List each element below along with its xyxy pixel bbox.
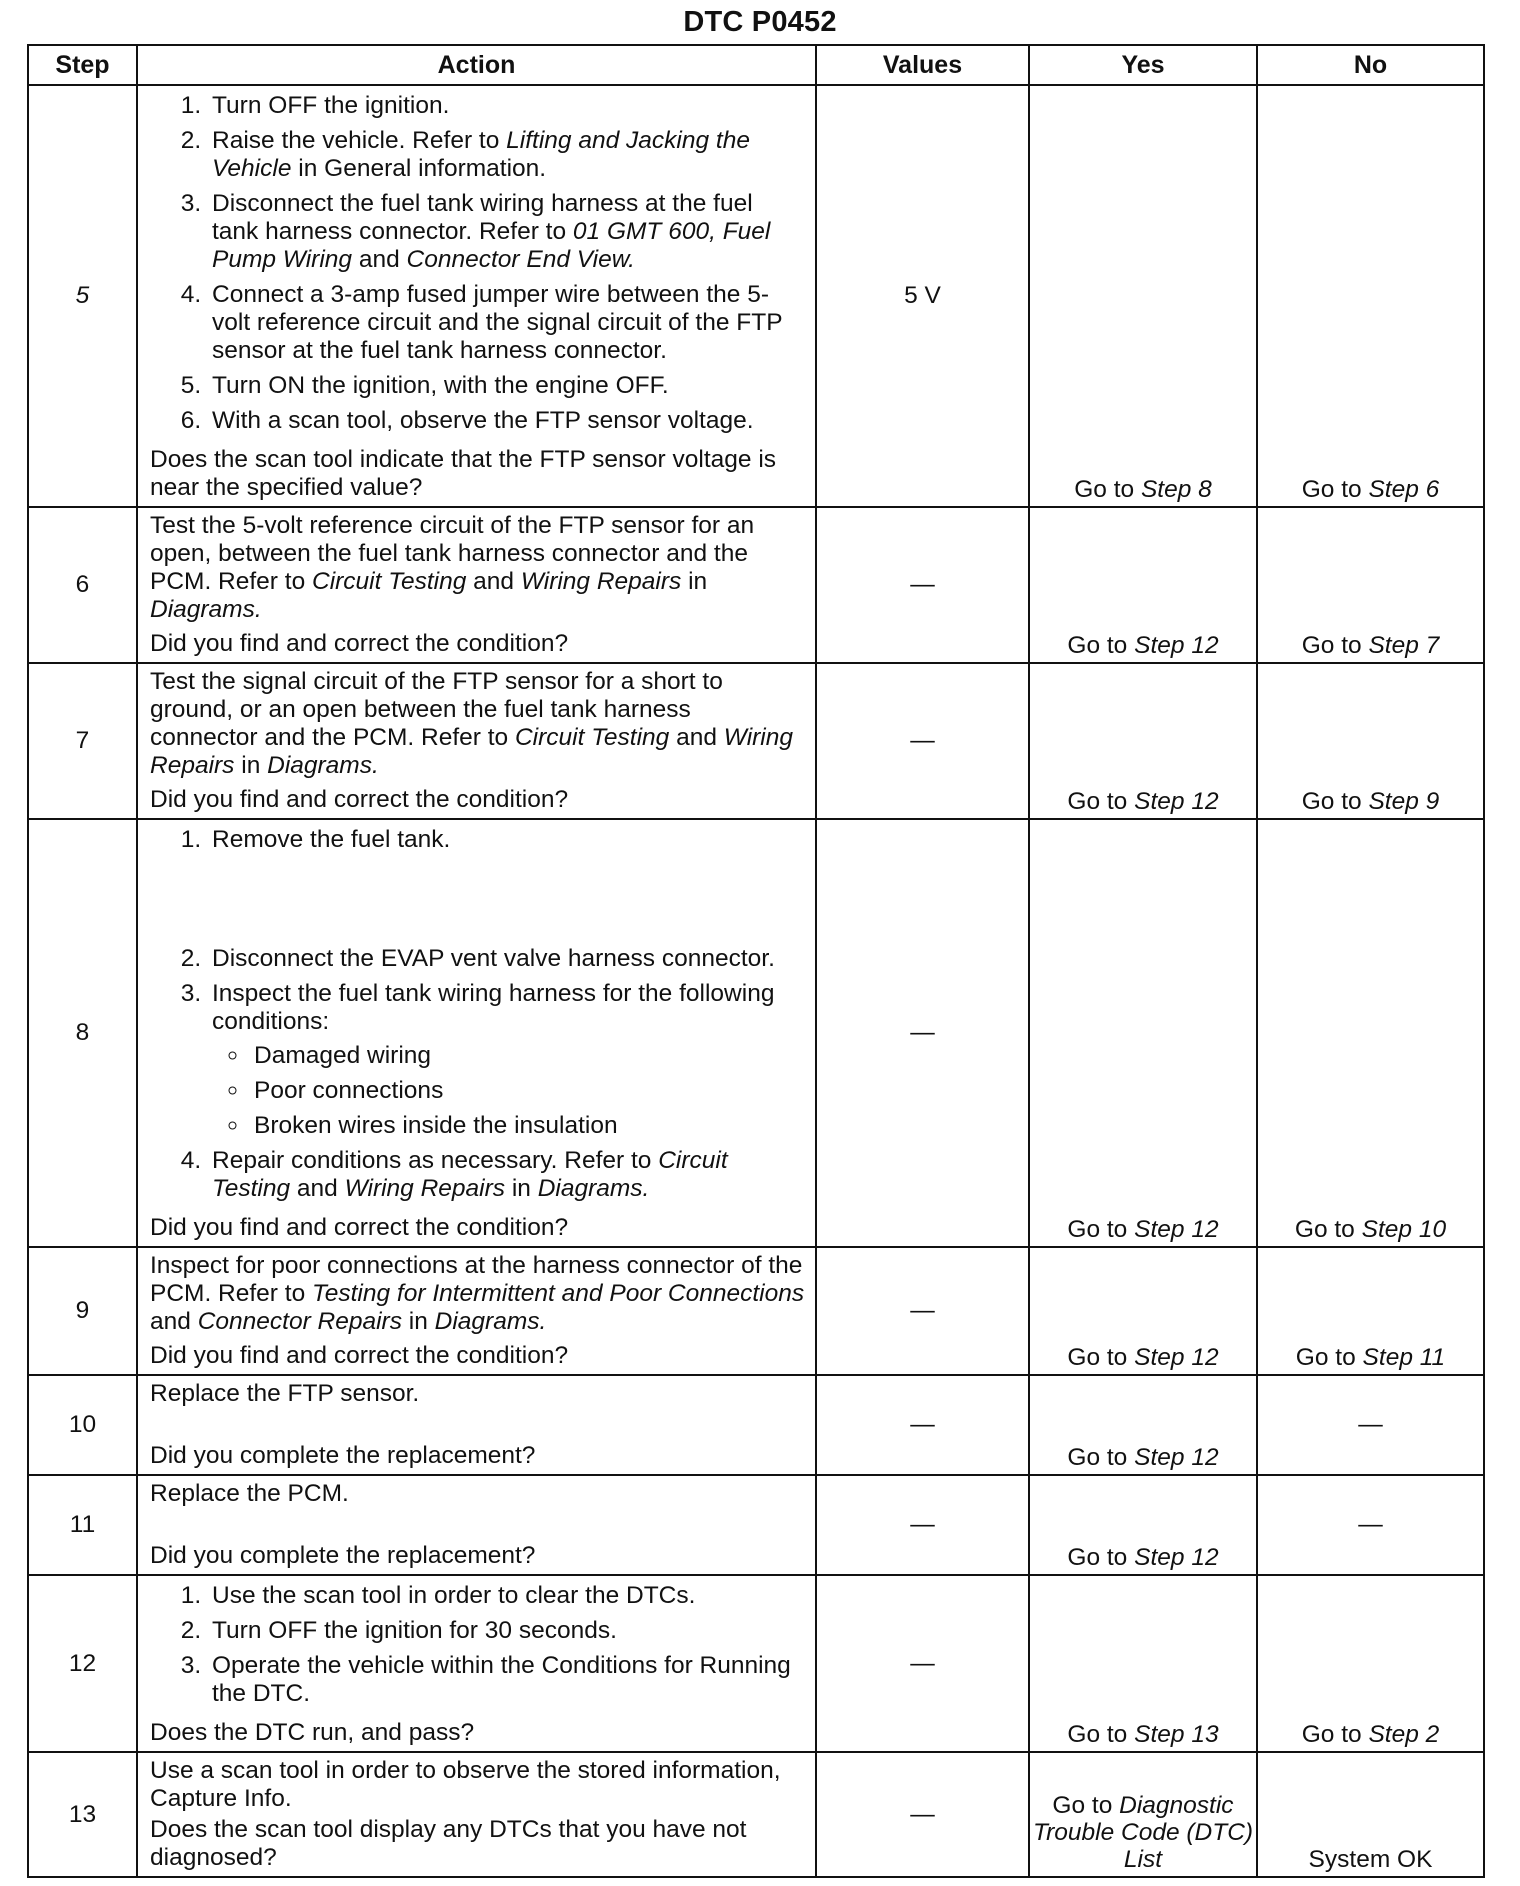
step-number: 5 [28,85,137,507]
yes-cell: Go to Step 13 [1029,1575,1257,1752]
question: Did you find and correct the condition? [150,1214,569,1241]
no-cell: Go to Step 7 [1257,507,1484,663]
list-item: 1. Use the scan tool in order to clear the DTCs. [208,1582,805,1610]
list-item: 6. With a scan tool, observe the FTP sensor voltage. [208,407,805,435]
header-action: Action [137,45,816,85]
table-row [28,1247,1484,1375]
step-number: 8 [28,819,137,1247]
table-row [28,1575,1484,1752]
no-cell: Go to Step 6 [1257,85,1484,507]
no-cell: Go to Step 2 [1257,1575,1484,1752]
step-number: 10 [28,1375,137,1475]
action-cell [137,1752,816,1877]
action-cell [137,1375,816,1475]
table-row [28,85,1484,507]
step-number: 11 [28,1475,137,1575]
value-cell: — [816,1752,1029,1877]
no-cell: System OK [1257,1752,1484,1877]
value-cell: — [816,1475,1029,1575]
list-item: 1. Remove the fuel tank. [208,826,805,854]
question: Did you complete the replacement? [150,1442,536,1469]
list-item: 4. Repair conditions as necessary. Refer to Circuit Testing and Wiring Repairs in Diagrams. [208,1147,805,1203]
yes-cell: Go to Step 8 [1029,85,1257,507]
list-item: 3. Disconnect the fuel tank wiring harness at the fuel tank harness connector. Refer to 01 GMT 600, Fuel Pump Wiring and Connector End View. [208,190,805,274]
value-cell: — [816,1375,1029,1475]
action-cell [137,1247,816,1375]
yes-cell: Go to Step 12 [1029,1475,1257,1575]
question: Did you find and correct the condition? [150,1342,569,1369]
bullet-item: ◦ Broken wires inside the insulation [250,1112,805,1140]
action-steps [150,92,805,442]
step-number: 13 [28,1752,137,1877]
action-steps [150,826,805,1210]
question: Does the DTC run, and pass? [150,1719,475,1746]
list-item: 1. Turn OFF the ignition. [208,92,805,120]
no-cell: — [1257,1475,1484,1575]
bullet-item: ◦ Poor connections [250,1077,805,1105]
action-cell [137,819,816,1247]
list-item: 2. Raise the vehicle. Refer to Lifting and Jacking the Vehicle in General information. [208,127,805,183]
header-step: Step [28,45,137,85]
action-cell [137,1475,816,1575]
header-yes: Yes [1029,45,1257,85]
table-row [28,507,1484,663]
value-cell: — [816,663,1029,819]
question: Did you find and correct the condition? [150,786,569,813]
list-item: 2. Turn OFF the ignition for 30 seconds. [208,1617,805,1645]
value-cell: — [816,507,1029,663]
action-cell [137,507,816,663]
page-title: DTC P0452 [683,6,837,38]
table-row [28,1752,1484,1877]
step-number: 12 [28,1575,137,1752]
no-cell: Go to Step 11 [1257,1247,1484,1375]
action-text: Replace the PCM. [150,1480,349,1507]
list-item: 3. Inspect the fuel tank wiring harness for the following conditions: ◦ Damaged wiring ◦ Poor connections ◦ Broken wires inside the insulation [208,980,805,1140]
list-item: 4. Connect a 3-amp fused jumper wire between the 5-volt reference circuit and the signal circuit of the FTP sensor at the fuel tank harness connector. [208,281,805,365]
action-cell [137,663,816,819]
no-cell: Go to Step 9 [1257,663,1484,819]
step-number: 6 [28,507,137,663]
table-row [28,663,1484,819]
no-cell: Go to Step 10 [1257,819,1484,1247]
action-cell [137,1575,816,1752]
yes-cell: Go to Diagnostic Trouble Code (DTC) List [1029,1752,1257,1877]
question: Does the scan tool display any DTCs that you have not diagnosed? [150,1816,747,1871]
table-row [28,1375,1484,1475]
bullet-item: ◦ Damaged wiring [250,1042,805,1070]
question: Did you find and correct the condition? [150,630,569,657]
header-values: Values [816,45,1029,85]
question: Does the scan tool indicate that the FTP sensor voltage is near the specified value? [150,446,777,501]
step-number: 9 [28,1247,137,1375]
action-cell [137,85,816,507]
no-cell: — [1257,1375,1484,1475]
action-steps [150,1582,805,1715]
header-row [28,45,1484,85]
action-text: Inspect for poor connections at the harness connector of the PCM. Refer to Testing for Intermittent and Poor Connections and Connector Repairs in Diagrams. [150,1252,805,1335]
table-row [28,1475,1484,1575]
action-text: Replace the FTP sensor. [150,1380,420,1407]
action-text: Test the 5-volt reference circuit of the FTP sensor for an open, between the fuel tank harness connector and the PCM. Refer to Circuit Testing and Wiring Repairs in Diagrams. [150,512,755,623]
action-text: Use a scan tool in order to observe the stored information, Capture Info. [150,1757,781,1812]
value-cell: — [816,819,1029,1247]
list-item: 2. Disconnect the EVAP vent valve harness connector. [208,945,805,973]
table-row [28,819,1484,1247]
condition-list [212,1042,805,1140]
yes-cell: Go to Step 12 [1029,1375,1257,1475]
list-item: 5. Turn ON the ignition, with the engine OFF. [208,372,805,400]
question: Did you complete the replacement? [150,1542,536,1569]
diagnostic-table [27,44,1485,1878]
value-cell: 5 V [816,85,1029,507]
yes-cell: Go to Step 12 [1029,1247,1257,1375]
action-text: Test the signal circuit of the FTP sensor for a short to ground, or an open between the fuel tank harness connector and the PCM. Refer to Circuit Testing and Wiring Repairs in Diagrams. [150,668,794,779]
list-item: 3. Operate the vehicle within the Conditions for Running the DTC. [208,1652,805,1708]
header-no: No [1257,45,1484,85]
yes-cell: Go to Step 12 [1029,507,1257,663]
step-number: 7 [28,663,137,819]
yes-cell: Go to Step 12 [1029,819,1257,1247]
value-cell: — [816,1575,1029,1752]
value-cell: — [816,1247,1029,1375]
yes-cell: Go to Step 12 [1029,663,1257,819]
